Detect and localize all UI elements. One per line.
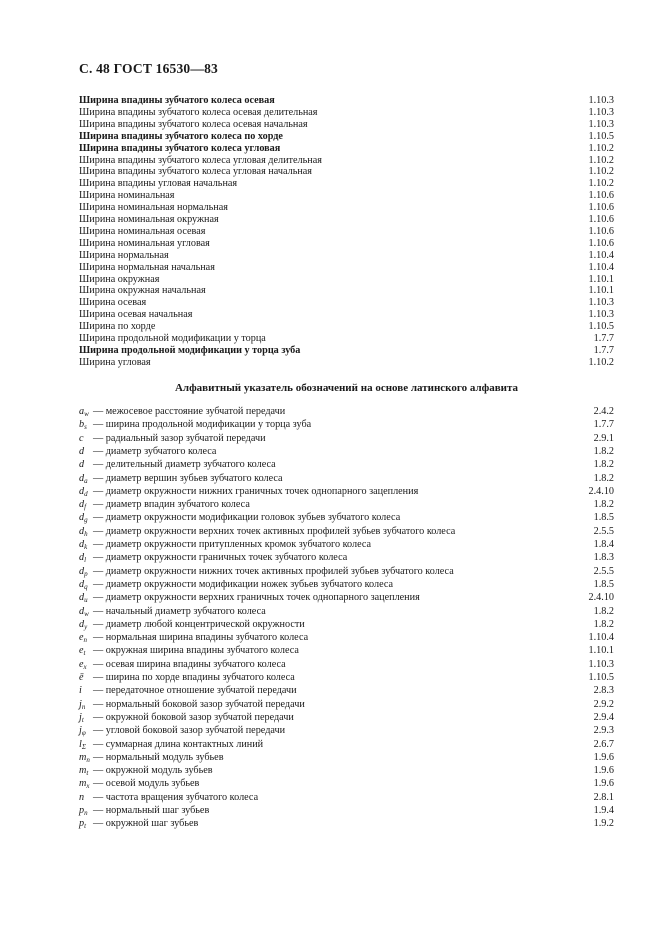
symbol-description: — нормальный шаг зубьев [93, 805, 210, 816]
term-text: Ширина осевая начальная [79, 309, 193, 321]
term-ref: 1.10.5 [588, 130, 614, 142]
symbol-ref: 1.10.5 [588, 672, 614, 683]
symbol-ref: 1.7.7 [593, 419, 614, 431]
term-ref: 1.10.4 [588, 261, 614, 273]
term-row [79, 202, 614, 214]
term-text: Ширина продольной модификации у торца [79, 333, 266, 344]
symbol-row [79, 644, 614, 657]
symbol-row [79, 724, 614, 737]
symbol-description: — ширина по хорде впадины зубчатого колеса [93, 672, 295, 683]
term-ref: 1.10.3 [588, 297, 614, 309]
term-row [79, 274, 614, 286]
symbol-ref: 1.10.4 [588, 632, 614, 644]
term-text: Ширина номинальная угловая [79, 237, 210, 249]
term-ref: 1.10.2 [588, 142, 614, 154]
symbol-subscript: d [84, 489, 88, 498]
symbol-notation: $e_x$ [79, 658, 87, 671]
term-text: Ширина впадины зубчатого колеса угловая [79, 142, 281, 154]
symbol-notation: $p_t$ [79, 818, 87, 831]
symbol-subscript: t [86, 769, 89, 778]
symbol-notation: $d_w$ [79, 605, 89, 618]
symbol-subscript: k [84, 543, 88, 551]
term-row [79, 345, 614, 357]
term-ref: 1.7.7 [593, 344, 614, 356]
term-text: Ширина впадины зубчатого колеса угловая начальная [79, 166, 312, 178]
symbol-row [79, 684, 614, 697]
symbol-ref: 2.9.3 [593, 725, 614, 737]
term-ref: 1.10.3 [588, 95, 614, 106]
symbol-ref: 2.9.1 [593, 432, 614, 444]
symbol-description: — суммарная длина контактных линий [93, 738, 264, 750]
symbol-subscript: p [84, 569, 88, 578]
symbol-row [79, 804, 614, 817]
symbol-description: — диаметр вершин зубьев зубчатого колеса [93, 472, 283, 484]
term-ref: 1.10.6 [588, 237, 614, 249]
symbol-notation: $p_n$ [79, 805, 88, 817]
symbol-notation: $m_n$ [79, 751, 90, 764]
symbol-description: — диаметр окружности граничных точек зубчатого колеса [93, 552, 348, 564]
symbol-ref: 2.9.2 [593, 698, 614, 710]
term-text: Ширина впадины угловая начальная [79, 178, 238, 190]
term-ref: 1.10.2 [588, 178, 614, 190]
symbol-subscript: x [86, 782, 90, 791]
symbol-notation: $j_n$ [79, 698, 86, 711]
symbol-notation: $e_t$ [79, 645, 86, 658]
symbol-ref: 1.8.2 [593, 499, 614, 511]
term-row [79, 190, 614, 202]
symbol-notation: c [79, 432, 84, 444]
symbol-subscript: u [84, 596, 88, 605]
term-row [79, 262, 614, 274]
term-row [79, 333, 614, 345]
symbol-subscript: l [84, 556, 87, 565]
symbol-description: — начальный диаметр зубчатого колеса [93, 605, 266, 617]
symbol-ref: 2.9.4 [593, 711, 614, 723]
term-text: Ширина номинальная нормальная [79, 202, 228, 214]
term-row [79, 321, 614, 333]
symbol-row [79, 578, 614, 591]
symbol-row [79, 498, 614, 511]
term-row [79, 131, 614, 143]
symbol-subscript: q [84, 582, 88, 591]
symbol-notation: $d_p$ [79, 565, 88, 578]
symbol-ref: 1.8.2 [593, 472, 614, 484]
term-text: Ширина номинальная окружная [79, 214, 219, 225]
symbol-row [79, 551, 614, 564]
symbol-notation: $d_g$ [79, 512, 88, 525]
symbol-notation: $m_t$ [79, 765, 89, 778]
symbol-row [79, 458, 614, 471]
term-row [79, 143, 614, 155]
symbol-subscript: x [83, 662, 87, 671]
symbol-row [79, 405, 614, 418]
symbol-row [79, 671, 614, 684]
symbol-description: — нормальный модуль зубьев [93, 751, 224, 763]
term-ref: 1.10.2 [588, 356, 614, 368]
symbol-notation: $j_t$ [79, 711, 84, 724]
symbol-ref: 1.8.2 [593, 605, 614, 617]
symbol-row [79, 525, 614, 538]
symbol-row [79, 791, 614, 804]
symbol-description: — передаточное отношение зубчатой передачи [93, 685, 297, 697]
symbol-description: — окружная ширина впадины зубчатого колеса [93, 645, 299, 657]
term-text: Ширина окружная [79, 273, 160, 285]
term-text: Ширина продольной модификации у торца зуба [79, 344, 301, 356]
symbol-description: — диаметр любой концентрической окружности [93, 618, 305, 630]
term-ref: 1.10.6 [588, 214, 614, 225]
symbol-notation: $l_\Sigma$ [79, 738, 87, 751]
symbol-notation: $a_w$ [79, 406, 89, 418]
symbol-subscript: a [84, 476, 88, 485]
term-row [79, 155, 614, 167]
term-ref: 1.10.6 [588, 202, 614, 214]
term-row [79, 107, 614, 119]
symbol-ref: 2.4.10 [588, 592, 614, 604]
symbol-notation: $d_d$ [79, 485, 88, 498]
symbol-description: — окружной модуль зубьев [93, 765, 213, 777]
symbol-ref: 1.8.4 [593, 539, 614, 550]
symbol-row [79, 738, 614, 751]
term-row [79, 297, 614, 309]
symbol-description: — окружной шаг зубьев [93, 818, 199, 830]
term-text: Ширина впадины зубчатого колеса по хорде [79, 130, 283, 142]
term-row [79, 178, 614, 190]
term-ref: 1.10.3 [588, 309, 614, 321]
term-ref: 1.10.5 [588, 321, 614, 333]
symbol-row [79, 777, 614, 790]
symbol-notation: $m_x$ [79, 778, 90, 791]
symbol-subscript: w [84, 609, 89, 618]
symbol-ref: 2.8.1 [593, 791, 614, 803]
symbol-notation: d [79, 445, 85, 457]
symbol-row [79, 605, 614, 618]
symbol-ref: 1.8.2 [593, 445, 614, 457]
symbol-row [79, 764, 614, 777]
symbol-ref: 1.8.3 [593, 552, 614, 564]
symbol-description: — диаметр впадин зубчатого колеса [93, 499, 250, 511]
term-row [79, 226, 614, 238]
symbol-ref: 1.8.2 [593, 618, 614, 630]
symbol-ref: 1.9.2 [593, 818, 614, 830]
symbol-description: — межосевое расстояние зубчатой передачи [93, 406, 286, 417]
symbol-row [79, 658, 614, 671]
term-text: Ширина нормальная [79, 249, 169, 261]
term-text: Ширина впадины зубчатого колеса осевая начальная [79, 118, 308, 130]
term-row [79, 119, 614, 131]
term-text: Ширина окружная начальная [79, 285, 206, 297]
term-row [79, 166, 614, 178]
term-row [79, 309, 614, 321]
term-ref: 1.10.6 [588, 225, 614, 237]
symbol-subscript: t [83, 649, 86, 658]
term-text: Ширина по хорде [79, 321, 156, 333]
symbol-row [79, 418, 614, 431]
symbol-notation: n [79, 791, 85, 803]
symbol-notation: $d_k$ [79, 539, 88, 551]
symbol-notation: i [79, 685, 82, 697]
symbol-notation: $d_l$ [79, 552, 87, 565]
symbol-row [79, 817, 614, 830]
symbol-description: — диаметр зубчатого колеса [93, 445, 217, 457]
symbol-description: — нормальная ширина впадины зубчатого колеса [93, 632, 309, 644]
symbol-ref: 2.8.3 [593, 685, 614, 697]
symbol-row [79, 538, 614, 551]
symbol-description: — нормальный боковой зазор зубчатой передачи [93, 698, 305, 710]
symbol-notation: $b_s$ [79, 419, 87, 432]
symbol-row [79, 432, 614, 445]
term-row [79, 357, 614, 369]
symbol-description: — диаметр окружности верхних точек активных профилей зубьев зубчатого колеса [93, 525, 456, 537]
symbol-description: — угловой боковой зазор зубчатой передачи [93, 725, 286, 737]
term-text: Ширина впадины зубчатого колеса осевая [79, 95, 275, 106]
symbol-ref: 1.10.1 [588, 645, 614, 657]
symbol-notation: $d_a$ [79, 472, 88, 485]
symbol-notation: $d_f$ [79, 499, 87, 512]
symbol-ref: 1.8.5 [593, 578, 614, 590]
symbol-description: — диаметр окружности нижних точек активных профилей зубьев зубчатого колеса [93, 565, 454, 577]
symbol-notation: $d_h$ [79, 525, 88, 538]
term-text: Ширина осевая [79, 297, 147, 309]
symbol-row [79, 511, 614, 524]
symbol-description: — диаметр окружности притупленных кромок зубчатого колеса [93, 539, 372, 550]
symbol-description: — диаметр окружности модификации ножек зубьев зубчатого колеса [93, 578, 394, 590]
term-ref: 1.7.7 [593, 333, 614, 344]
section-title: Алфавитный указатель обозначений на основе латинского алфавита [174, 382, 519, 394]
term-row [79, 238, 614, 250]
symbol-ref: 1.9.6 [593, 778, 614, 790]
symbol-subscript: n [81, 702, 86, 711]
term-text: Ширина номинальная [79, 190, 175, 202]
symbol-subscript: f [84, 503, 87, 512]
symbol-row [79, 485, 614, 498]
term-text: Ширина угловая [79, 356, 151, 368]
symbol-ref: 1.8.2 [593, 459, 614, 471]
symbol-subscript: w [84, 410, 89, 418]
symbol-subscript: φ [81, 729, 86, 738]
term-ref: 1.10.6 [588, 190, 614, 202]
symbol-ref: 1.10.3 [588, 658, 614, 670]
term-text: Ширина впадины зубчатого колеса осевая делительная [79, 106, 318, 118]
symbol-subscript: s [84, 423, 87, 432]
symbol-description: — радиальный зазор зубчатой передачи [93, 432, 266, 444]
symbol-row [79, 618, 614, 631]
term-text: Ширина номинальная осевая [79, 225, 206, 237]
symbol-subscript: n [83, 636, 88, 645]
term-ref: 1.10.4 [588, 249, 614, 261]
symbol-ref: 1.8.5 [593, 512, 614, 524]
symbol-subscript: y [84, 622, 88, 631]
symbol-description: — диаметр окружности верхних граничных точек однопарного зацепления [93, 592, 420, 604]
symbol-notation: ē [79, 672, 84, 683]
term-ref: 1.10.1 [588, 273, 614, 285]
page-header: С. 48 ГОСТ 16530—83 [79, 61, 218, 76]
term-ref: 1.10.1 [588, 285, 614, 297]
term-ref: 1.10.3 [588, 118, 614, 130]
symbol-ref: 2.4.2 [593, 406, 614, 417]
symbol-notation: d [79, 459, 85, 471]
symbol-description: — ширина продольной модификации у торца зуба [93, 419, 312, 431]
term-ref: 1.10.2 [588, 166, 614, 178]
symbol-row [79, 472, 614, 485]
symbol-subscript: t [81, 715, 84, 724]
symbol-notation: $e_n$ [79, 632, 88, 645]
term-text: Ширина нормальная начальная [79, 261, 215, 273]
symbol-subscript: Σ [81, 742, 87, 751]
symbol-description: — окружной боковой зазор зубчатой передачи [93, 711, 294, 723]
symbol-ref: 2.4.10 [588, 485, 614, 497]
symbol-ref: 2.6.7 [593, 738, 614, 750]
term-row [79, 285, 614, 297]
symbol-description: — диаметр окружности нижних граничных точек однопарного зацепления [93, 485, 419, 497]
symbol-description: — диаметр окружности модификации головок зубьев зубчатого колеса [93, 512, 401, 524]
symbol-subscript: n [86, 755, 90, 764]
term-row [79, 250, 614, 262]
term-row [79, 95, 614, 107]
symbol-subscript: n [84, 809, 88, 817]
symbol-subscript: t [84, 822, 87, 831]
symbol-description: — осевой модуль зубьев [93, 778, 200, 790]
symbol-row [79, 698, 614, 711]
term-ref: 1.10.3 [588, 106, 614, 118]
symbol-row [79, 591, 614, 604]
symbol-row [79, 711, 614, 724]
symbol-notation: $d_u$ [79, 592, 88, 605]
symbol-notation: $d_y$ [79, 618, 88, 631]
symbol-ref: 1.9.6 [593, 751, 614, 763]
symbol-description: — делительный диаметр зубчатого колеса [93, 459, 276, 471]
symbol-subscript: g [84, 516, 88, 525]
symbol-notation: $j_\varphi$ [79, 725, 86, 738]
symbol-ref: 1.9.4 [593, 805, 614, 816]
symbol-ref: 2.5.5 [593, 525, 614, 537]
symbol-row [79, 445, 614, 458]
symbol-row [79, 631, 614, 644]
term-ref: 1.10.2 [588, 154, 614, 166]
term-text: Ширина впадины зубчатого колеса угловая делительная [79, 154, 322, 166]
symbol-description: — частота вращения зубчатого колеса [93, 791, 259, 803]
symbol-row [79, 565, 614, 578]
symbol-ref: 2.5.5 [593, 565, 614, 577]
symbol-description: — осевая ширина впадины зубчатого колеса [93, 658, 286, 670]
symbol-notation: $d_q$ [79, 578, 88, 591]
symbol-ref: 1.9.6 [593, 765, 614, 777]
symbol-row [79, 751, 614, 764]
term-row [79, 214, 614, 226]
symbol-subscript: h [84, 529, 88, 538]
